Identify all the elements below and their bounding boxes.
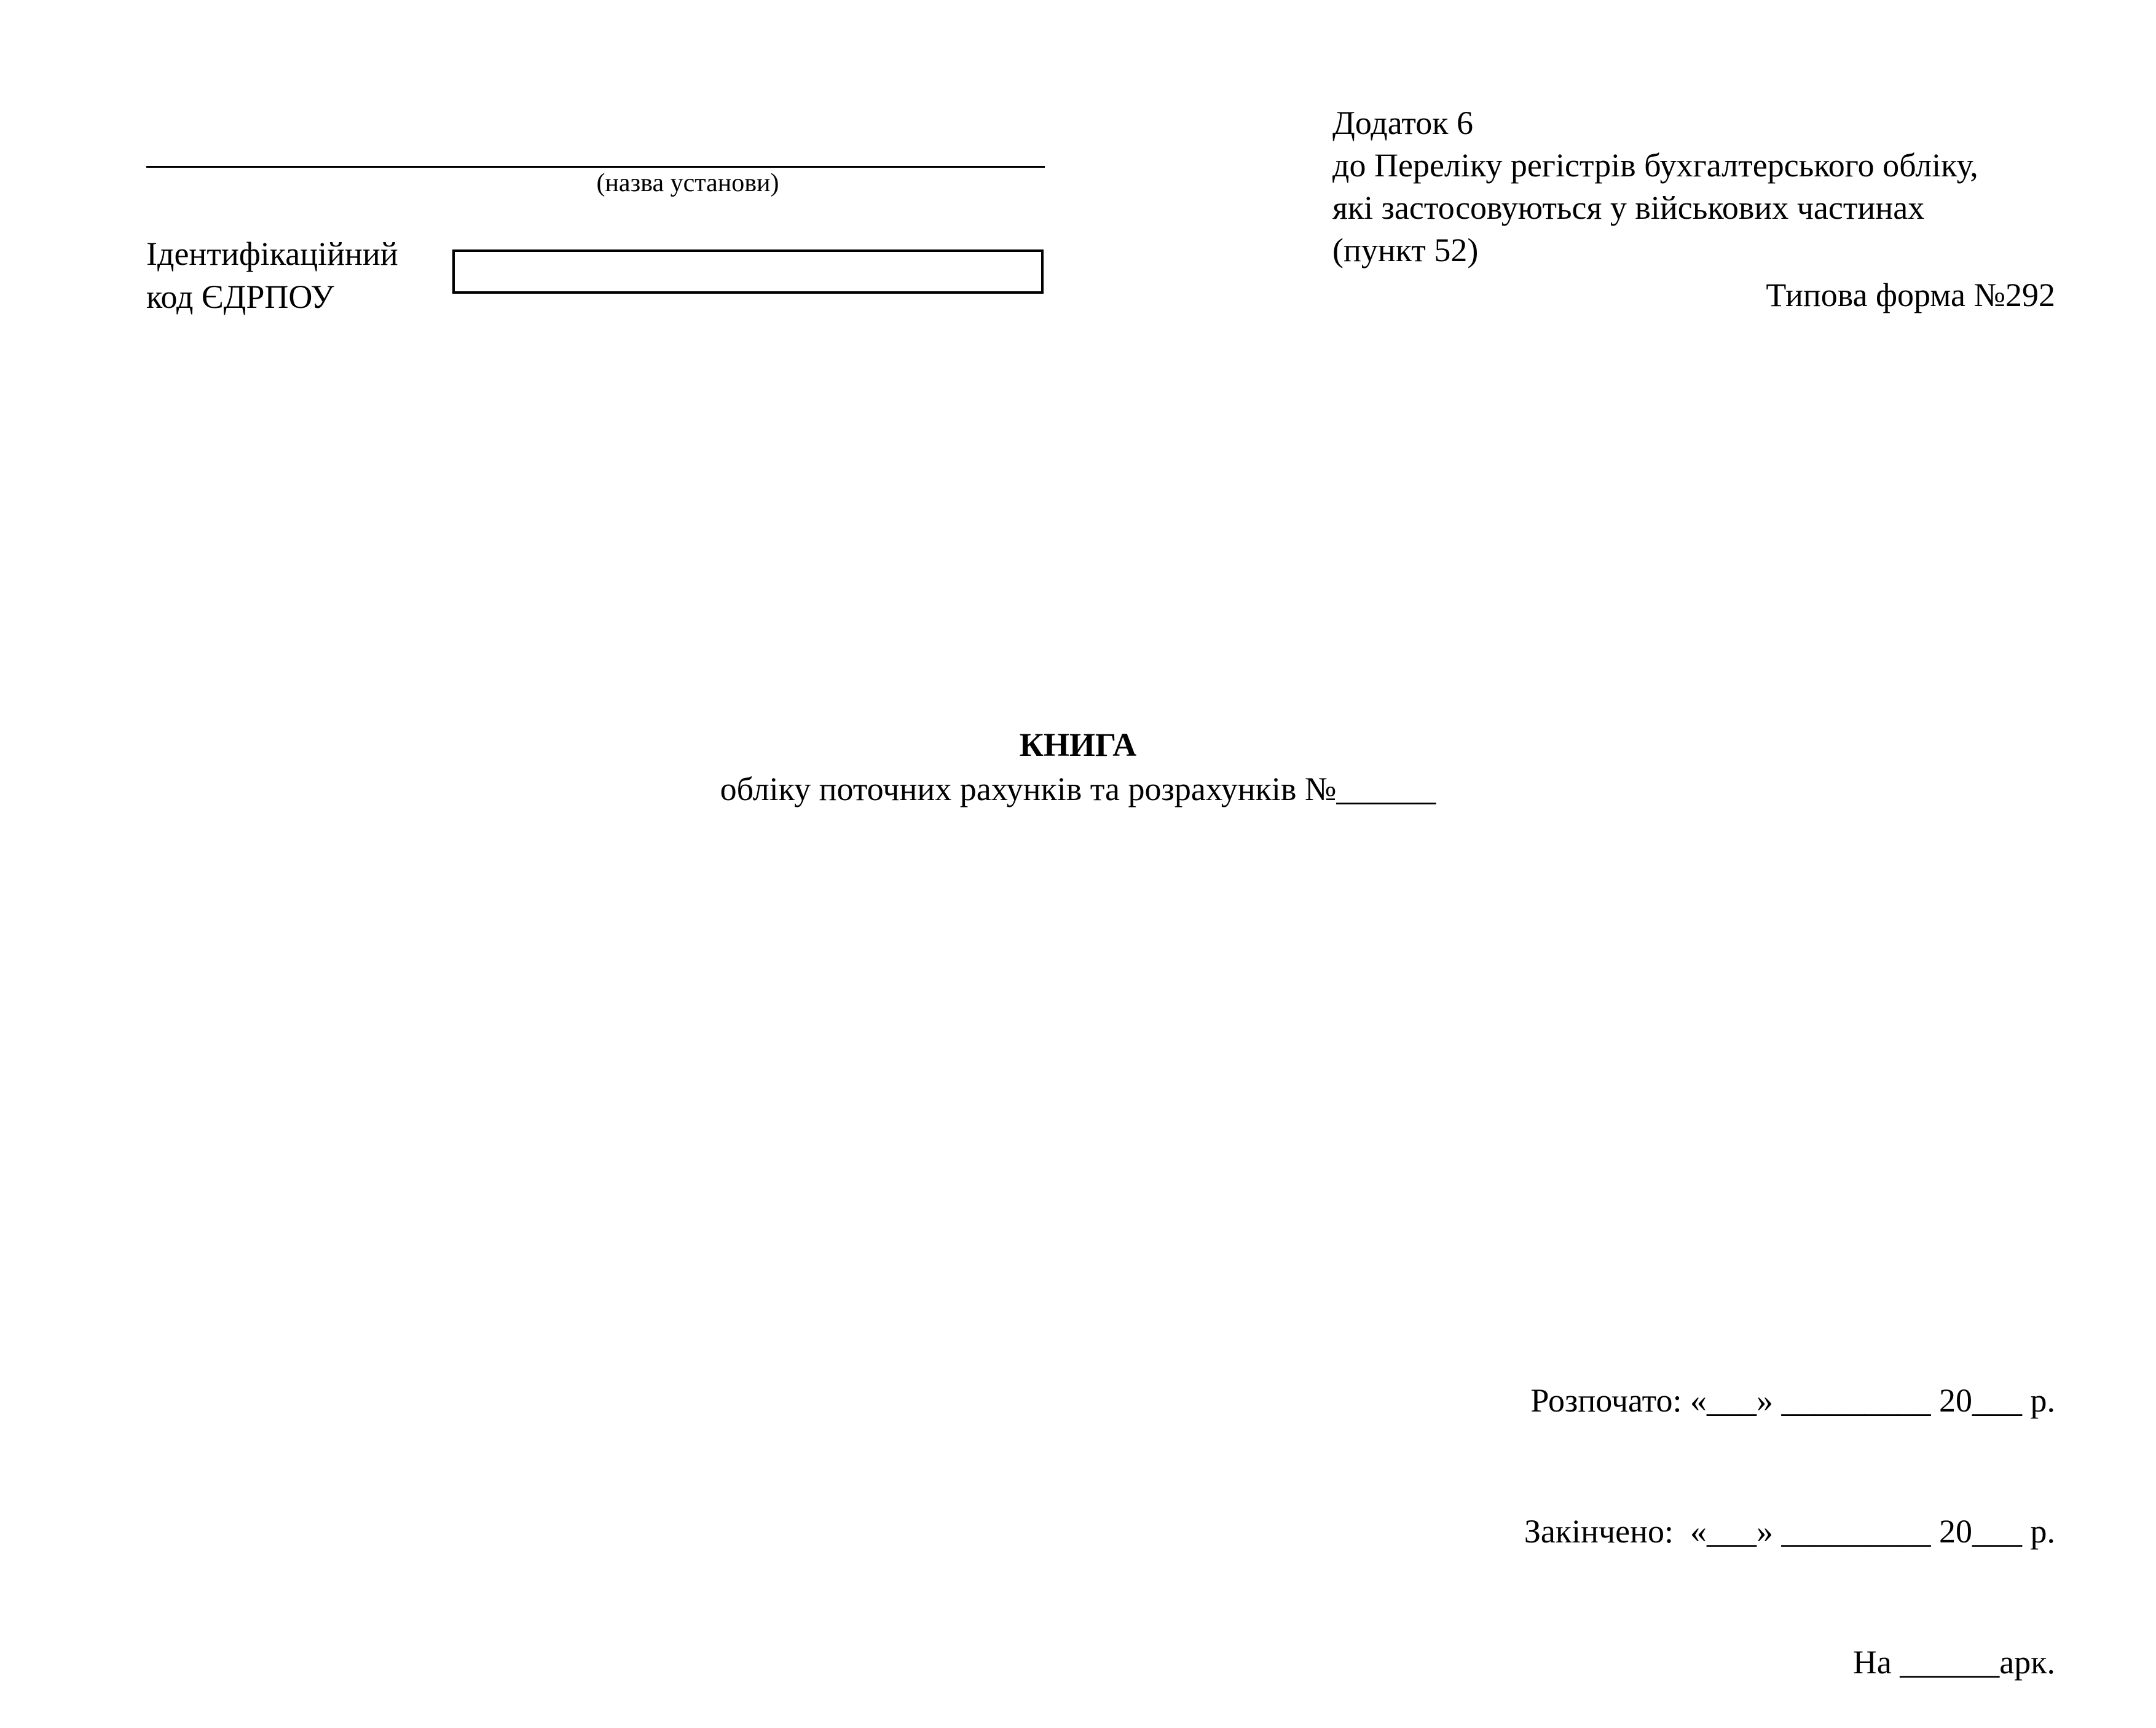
edrpou-label [146,232,398,318]
sheet-count: На ______арк. [1852,1644,2055,1681]
date-started: Розпочато: «___» _________ 20___ р. [1530,1382,2055,1419]
institution-name-caption: (назва установи) [596,169,779,197]
appendix-line-4: (пункт 52) [1332,232,1479,269]
title-block [0,723,2156,811]
appendix-line-2: до Переліку регістрів бухгалтерського обліку, [1332,147,1978,184]
appendix-line-1: Додаток 6 [1332,104,1473,141]
dates-block [1524,1292,2055,1728]
appendix-line-3: які застосовуються у військових частинах [1332,189,1925,226]
edrpou-label-line2: код ЄДРПОУ [146,278,334,315]
page-title: КНИГА [1019,726,1137,763]
edrpou-code-box[interactable] [452,249,1044,294]
page-subtitle: обліку поточних рахунків та розрахунків №______ [720,771,1436,807]
appendix-note [1332,102,1978,272]
form-number: Типова форма №292 [1766,277,2055,313]
edrpou-label-line1: Ідентифікаційний [146,235,398,272]
date-finished: Закінчено: «___» _________ 20___ р. [1524,1513,2055,1550]
